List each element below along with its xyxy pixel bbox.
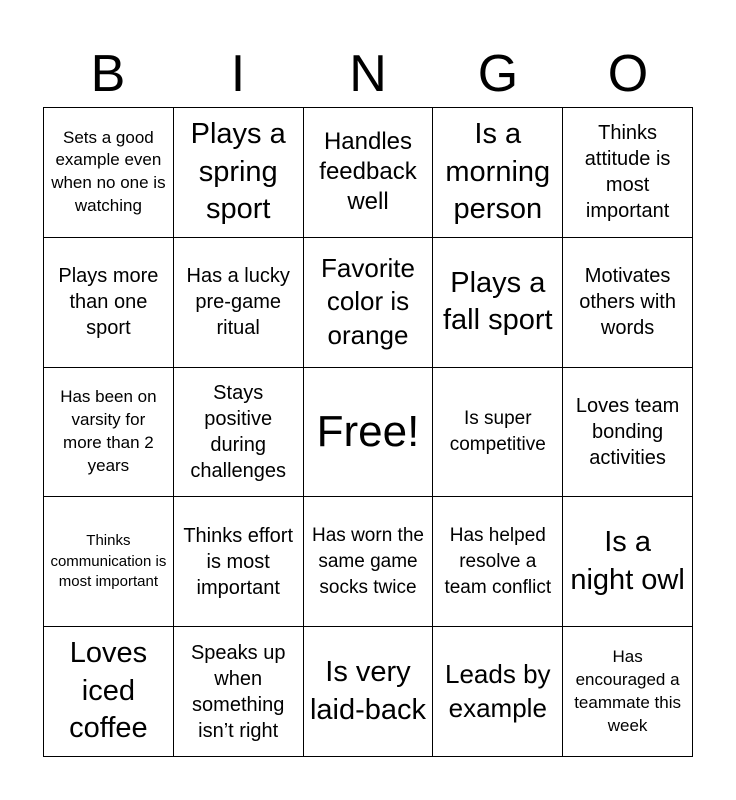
bingo-cell[interactable] [433, 627, 563, 757]
bingo-cell[interactable] [563, 238, 693, 368]
bingo-cell-label: Thinks effort is most important [183, 524, 294, 599]
bingo-cell[interactable] [563, 368, 693, 498]
bingo-cell-label: Loves iced coffee [69, 637, 148, 745]
bingo-cell[interactable] [174, 238, 304, 368]
bingo-header [43, 40, 693, 108]
bingo-cell[interactable] [44, 368, 174, 498]
bingo-cell-label: Is super competitive [449, 408, 546, 455]
bingo-cell[interactable] [433, 368, 563, 498]
bingo-cell-label: Motivates others with words [579, 265, 676, 340]
free-space-cell[interactable] [304, 368, 434, 498]
bingo-cell[interactable] [174, 368, 304, 498]
bingo-cell-label: Sets a good example even when no one is watching [51, 127, 166, 216]
bingo-cell[interactable] [433, 497, 563, 627]
bingo-cell[interactable] [563, 108, 693, 238]
bingo-cell-label: Is very laid-back [309, 655, 427, 726]
bingo-cell-label: Thinks attitude is most important [584, 122, 671, 223]
bingo-cell-label: Has encouraged a teammate this week [574, 646, 681, 735]
bingo-cell-label: Has a lucky pre-game ritual [186, 265, 290, 340]
bingo-cell-label: Is a night owl [570, 526, 685, 596]
bingo-cell[interactable] [304, 497, 434, 627]
bingo-cell[interactable] [304, 108, 434, 238]
bingo-cell[interactable] [174, 108, 304, 238]
bingo-cell[interactable] [304, 238, 434, 368]
bingo-cell-label: Speaks up when something isn’t right [190, 641, 286, 742]
bingo-cell[interactable] [44, 497, 174, 627]
bingo-cell[interactable] [174, 497, 304, 627]
bingo-cell-label: Plays more than one sport [58, 265, 159, 340]
header-letter-g: G [477, 45, 519, 103]
bingo-cell-label: Plays a fall sport [442, 266, 553, 337]
header-letter-n: N [349, 45, 387, 103]
bingo-cell[interactable] [563, 497, 693, 627]
bingo-cell[interactable] [174, 627, 304, 757]
bingo-cell-label: Favorite color is orange [321, 252, 415, 351]
bingo-cell[interactable] [433, 238, 563, 368]
header-letter-o: O [607, 45, 649, 103]
header-letter-i: I [230, 45, 246, 103]
bingo-cell-label: Is a morning person [445, 117, 551, 226]
bingo-cell[interactable] [433, 108, 563, 238]
bingo-cell[interactable] [44, 108, 174, 238]
bingo-cell-label: Loves team bonding activities [575, 394, 680, 469]
bingo-cell[interactable] [44, 238, 174, 368]
header-letter-b: B [90, 45, 126, 103]
bingo-cell-label: Stays positive during challenges [190, 381, 286, 482]
free-space-label: Free! [316, 406, 420, 456]
bingo-card-grid [43, 107, 693, 757]
bingo-cell[interactable] [304, 627, 434, 757]
bingo-cell-label: Thinks communication is most important [50, 532, 167, 590]
bingo-cell[interactable] [44, 627, 174, 757]
bingo-cell-label: Has helped resolve a team conflict [444, 525, 552, 598]
bingo-cell-label: Leads by example [445, 658, 551, 723]
bingo-cell-label: Plays a spring sport [190, 117, 286, 226]
bingo-cell-label: Has been on varsity for more than 2 years [60, 387, 157, 475]
bingo-cell-label: Has worn the same game socks twice [312, 525, 424, 598]
bingo-cell[interactable] [563, 627, 693, 757]
bingo-cell-label: Handles feedback well [319, 128, 417, 216]
